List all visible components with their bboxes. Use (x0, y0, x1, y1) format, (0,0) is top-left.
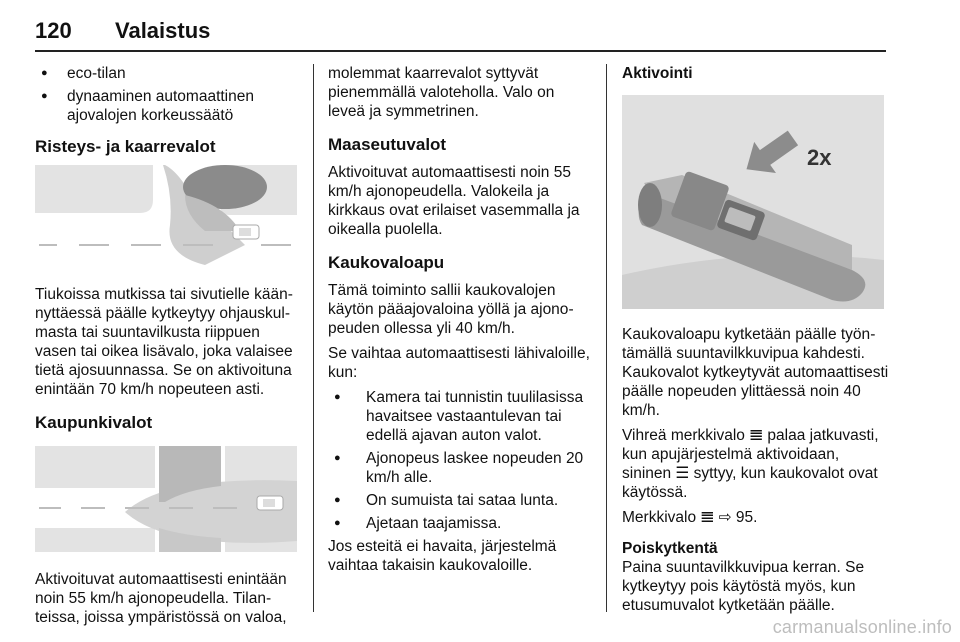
para-cornering: Tiukoissa mutkissa tai sivutielle käännyttäessä päälle kytkeytyy ohjauskulmasta tai suuntavilkusta riippuen vasen tai oikea lisävalo, joka valaisee tietä ajosuunnassa. Se on aktivoituna enintään 70 km/h nopeuteen asti. (35, 286, 293, 398)
para-continued: molemmat kaarrevalot syttyvät pienemmällä valoteholla. Valo on leveä ja symmetrinen. (328, 65, 555, 120)
para-country: Aktivoituvat automaattisesti noin 55 km/h ajonopeudella. Valokeila ja kirkkaus ovat erilaiset vasemmalla ja oikealla puolella. (328, 164, 580, 238)
bullet-item: ● Ajonopeus laskee nopeuden 20 km/h alle. (328, 449, 594, 487)
para-activation-2: Vihreä merkkivalo 𝌆 palaa jatkuvasti, kun apujärjestelmä aktivoidaan, sininen ☰ syttyy, kun kaukovalot ovat käytössä. (622, 427, 879, 501)
watermark: carmanualsonline.info (772, 617, 952, 637)
heading-cornering: Risteys- ja kaarrevalot (35, 137, 216, 156)
para-city: Aktivoituvat automaattisesti enintään noin 55 km/h ajonopeudella. Tilanteissa, joissa ympäristössä on valoa, (35, 571, 287, 626)
column-3 (622, 64, 890, 621)
bullet-item: ● dynaaminen automaattinen ajovalojen korkeussäätö (35, 87, 297, 125)
para-activation-1: Kaukovaloapu kytketään päälle työntämällä suuntavilkkuvipua kahdesti. Kaukovalot kytkeytyvät automaattisesti päälle nopeuden ylittäessä noin 40 km/h. (622, 326, 889, 419)
figure-label-2x: 2x (807, 145, 832, 170)
heading-highbeam-assist: Kaukovaloapu (328, 253, 445, 272)
column-1 (35, 64, 297, 627)
para-highbeam-1: Tämä toiminto sallii kaukovalojen käytön pääajovaloina yöllä ja ajonopeuden ollessa yli 40 km/h. (328, 282, 574, 337)
heading-activation: Aktivointi (622, 65, 693, 82)
column-divider-1 (313, 64, 314, 612)
heading-country: Maaseutuvalot (328, 135, 447, 154)
bullet-item: ● On sumuista tai sataa lunta. (328, 491, 594, 510)
stalk-illustration (622, 95, 884, 309)
para-reference: Merkkivalo 𝌆 ⇨ 95. (622, 509, 758, 526)
cornering-light-illustration (35, 165, 297, 271)
page-number: 120 (35, 18, 72, 43)
bullet-item: ● Kamera tai tunnistin tuulilasissa havaitsee vastaantulevan tai edellä ajavan auton valot. (328, 388, 594, 445)
para-highbeam-2: Se vaihtaa automaattisesti lähivaloille, kun: (328, 345, 590, 381)
bullet-item: ● Ajetaan taajamissa. (328, 514, 594, 533)
column-divider-2 (606, 64, 607, 612)
page-title: Valaistus (115, 18, 211, 43)
para-deactivation: Paina suuntavilkkuvipua kerran. Se kytkeytyy pois käytöstä myös, kun etusumuvalot kytketään päälle. (622, 559, 865, 614)
heading-city: Kaupunkivalot (35, 413, 153, 432)
bullet-item: ● eco-tilan (35, 64, 297, 83)
heading-deactivation: Poiskytkentä (622, 540, 718, 557)
city-light-illustration (35, 446, 297, 552)
page-header (35, 14, 886, 52)
column-2 (328, 64, 594, 581)
para-end: Jos esteitä ei havaita, järjestelmä vaihtaa takaisin kaukovaloille. (328, 538, 557, 574)
